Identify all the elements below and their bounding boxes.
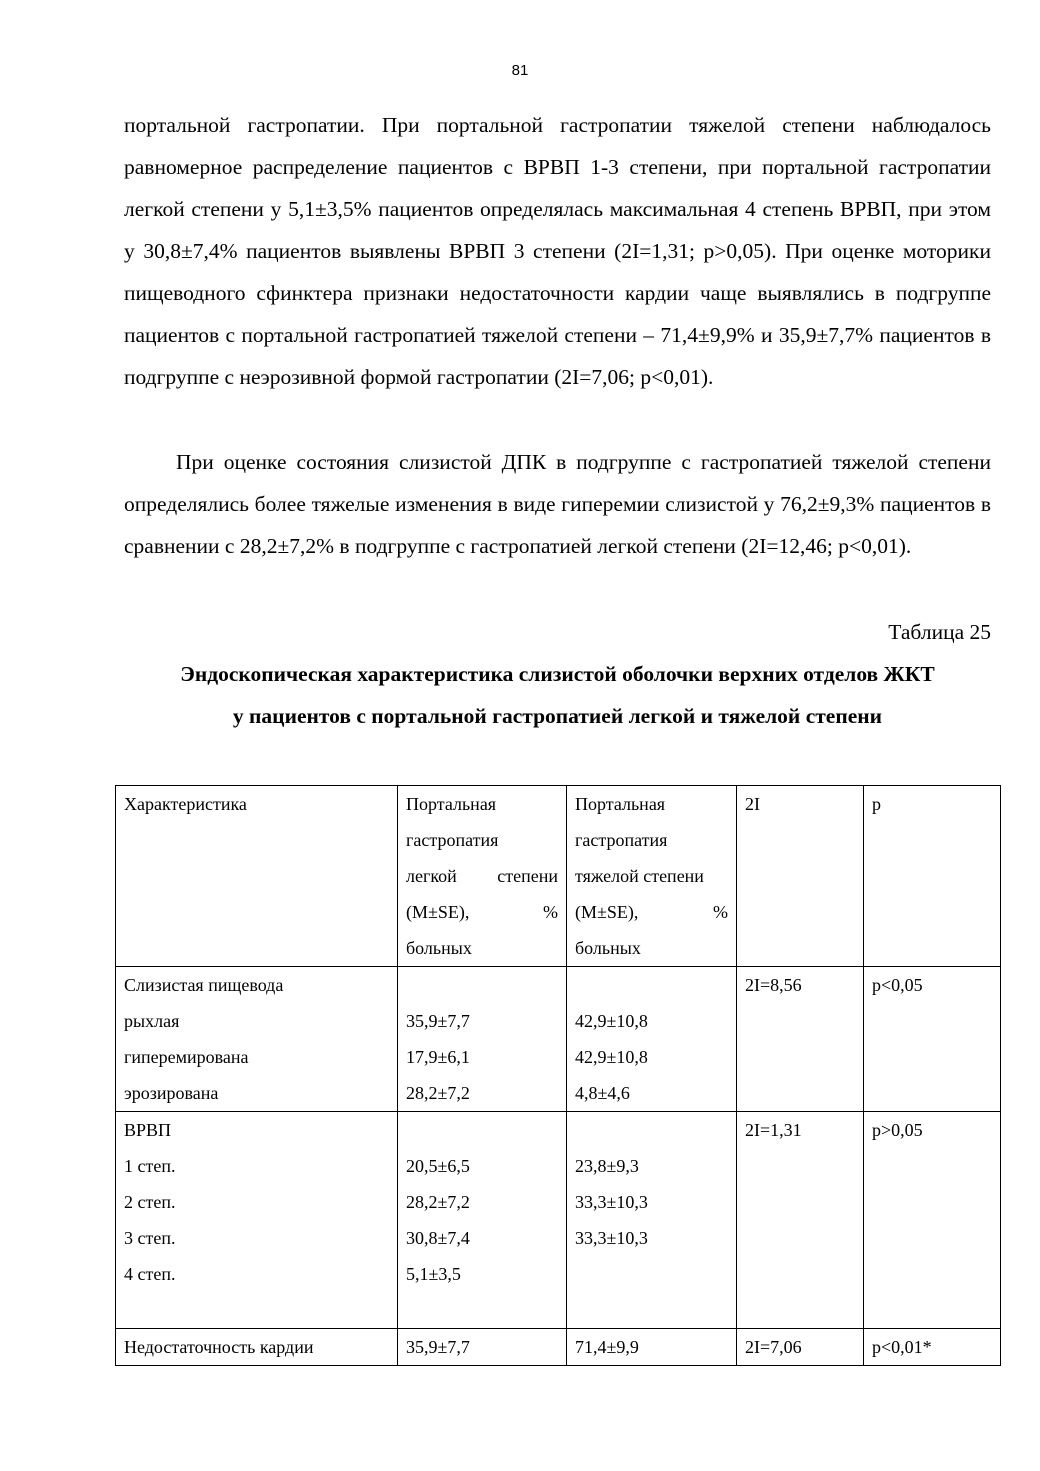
mild-value: 28,2±7,2 — [406, 1192, 470, 1212]
cell-varices-chi — [737, 1112, 864, 1329]
severe-value: 23,8±9,3 — [575, 1156, 639, 1176]
header-severe-line-3: тяжелой степени — [575, 866, 704, 886]
mild-value: 20,5±6,5 — [406, 1156, 470, 1176]
table-row-esophagus — [116, 967, 1001, 1112]
paragraph-1 — [124, 104, 991, 398]
header-mild-line-3: легкой степени — [406, 866, 558, 886]
header-severe-line-1: Портальная — [575, 794, 666, 814]
header-severe-line-2: гастропатия — [575, 830, 668, 850]
cell-esophagus-chi — [737, 967, 864, 1112]
page-number: 81 — [511, 62, 529, 79]
header-chi-text: 2I — [745, 794, 760, 814]
cell-esophagus-labels — [116, 967, 398, 1112]
severe-value: 42,9±10,8 — [575, 1011, 648, 1031]
cell-varices-severe — [567, 1112, 737, 1329]
severe-value: 4,8±4,6 — [575, 1083, 630, 1103]
table-row-cardia — [116, 1329, 1001, 1366]
table-title-line-1: Эндоскопическая характеристика слизистой оболочки верхних отделов ЖКТ — [180, 662, 935, 686]
cell-varices-p — [864, 1112, 1001, 1329]
mild-value: 28,2±7,2 — [406, 1083, 470, 1103]
cell-cardia-mild — [398, 1329, 567, 1366]
table-title-line-2: у пациентов с портальной гастропатией легкой и тяжелой степени — [232, 704, 883, 728]
header-characteristic-text: Характеристика — [124, 794, 247, 814]
row-label: 4 степ. — [124, 1264, 176, 1284]
p-value: p<0,05 — [872, 975, 923, 995]
header-mild-line-1: Портальная — [406, 794, 497, 814]
row-label: эрозирована — [124, 1083, 219, 1103]
mild-value: 35,9±7,7 — [406, 1337, 470, 1357]
header-p — [864, 786, 1001, 967]
header-mild-line-4: (M±SE), % — [406, 902, 558, 922]
mild-value: 30,8±7,4 — [406, 1228, 470, 1248]
mild-value: 35,9±7,7 — [406, 1011, 470, 1031]
chi-value: 2I=8,56 — [745, 975, 802, 995]
header-characteristic — [116, 786, 398, 967]
cell-esophagus-mild — [398, 967, 567, 1112]
table-header-row — [116, 786, 1001, 967]
cell-esophagus-p — [864, 967, 1001, 1112]
paragraph-2 — [124, 441, 991, 567]
header-severe-line-4: (M±SE), % — [575, 902, 728, 922]
cell-varices-mild — [398, 1112, 567, 1329]
header-mild-line-5: больных — [406, 938, 472, 958]
cell-cardia-chi — [737, 1329, 864, 1366]
table-label: Таблица 25 — [888, 620, 991, 644]
paragraph-2-text: При оценке состояния слизистой ДПК в подгруппе с гастропатией тяжелой степени определялись более тяжелые изменения в виде гиперемии слизистой у 76,2±9,3% пациентов в сравнении с 28,2±7,2% в подгруппе с гастропатией легкой степени (2I=12,46; p<0,01). — [124, 450, 991, 558]
group-title-esophagus: Слизистая пищевода — [124, 975, 284, 995]
header-mild-line-2: гастропатия — [406, 830, 499, 850]
row-label: рыхлая — [124, 1011, 180, 1031]
header-p-text: p — [872, 794, 881, 814]
cell-cardia-p — [864, 1329, 1001, 1366]
severe-value: 33,3±10,3 — [575, 1192, 648, 1212]
severe-value: 33,3±10,3 — [575, 1228, 648, 1248]
header-chi — [737, 786, 864, 967]
severe-value: 71,4±9,9 — [575, 1337, 639, 1357]
table-row-varices — [116, 1112, 1001, 1329]
cell-cardia-label — [116, 1329, 398, 1366]
row-label: 3 степ. — [124, 1228, 176, 1248]
chi-value: 2I=7,06 — [745, 1337, 802, 1357]
group-title-varices: ВРВП — [124, 1120, 172, 1140]
severe-value: 42,9±10,8 — [575, 1047, 648, 1067]
group-title-cardia: Недостаточность кардии — [124, 1337, 314, 1357]
header-severe — [567, 786, 737, 967]
mild-value: 17,9±6,1 — [406, 1047, 470, 1067]
header-severe-line-5: больных — [575, 938, 641, 958]
header-mild — [398, 786, 567, 967]
p-value: p<0,01* — [872, 1337, 932, 1357]
row-label: 1 степ. — [124, 1156, 176, 1176]
row-label: 2 степ. — [124, 1192, 176, 1212]
endoscopy-table — [115, 785, 1001, 1366]
p-value: p>0,05 — [872, 1120, 923, 1140]
paragraph-1-text: портальной гастропатии. При портальной гастропатии тяжелой степени наблюдалось равномерное распределение пациентов с ВРВП 1-3 степени, при портальной гастропатии легкой степени у 5,1±3,5% пациентов определялась максимальная 4 степень ВРВП, при этом у 30,8±7,4% пациентов выявлены ВРВП 3 степени (2I=1,31; p>0,05). При оценке моторики пищеводного сфинктера признаки недостаточности кардии чаще выявлялись в подгруппе пациентов с портальной гастропатией тяжелой степени – 71,4±9,9% и 35,9±7,7% пациентов в подгруппе с неэрозивной формой гастропатии (2I=7,06; p<0,01). — [124, 113, 991, 389]
chi-value: 2I=1,31 — [745, 1120, 802, 1140]
cell-varices-labels — [116, 1112, 398, 1329]
cell-esophagus-severe — [567, 967, 737, 1112]
table-title — [100, 653, 1015, 737]
row-label: гиперемирована — [124, 1047, 249, 1067]
mild-value: 5,1±3,5 — [406, 1264, 461, 1284]
cell-cardia-severe — [567, 1329, 737, 1366]
